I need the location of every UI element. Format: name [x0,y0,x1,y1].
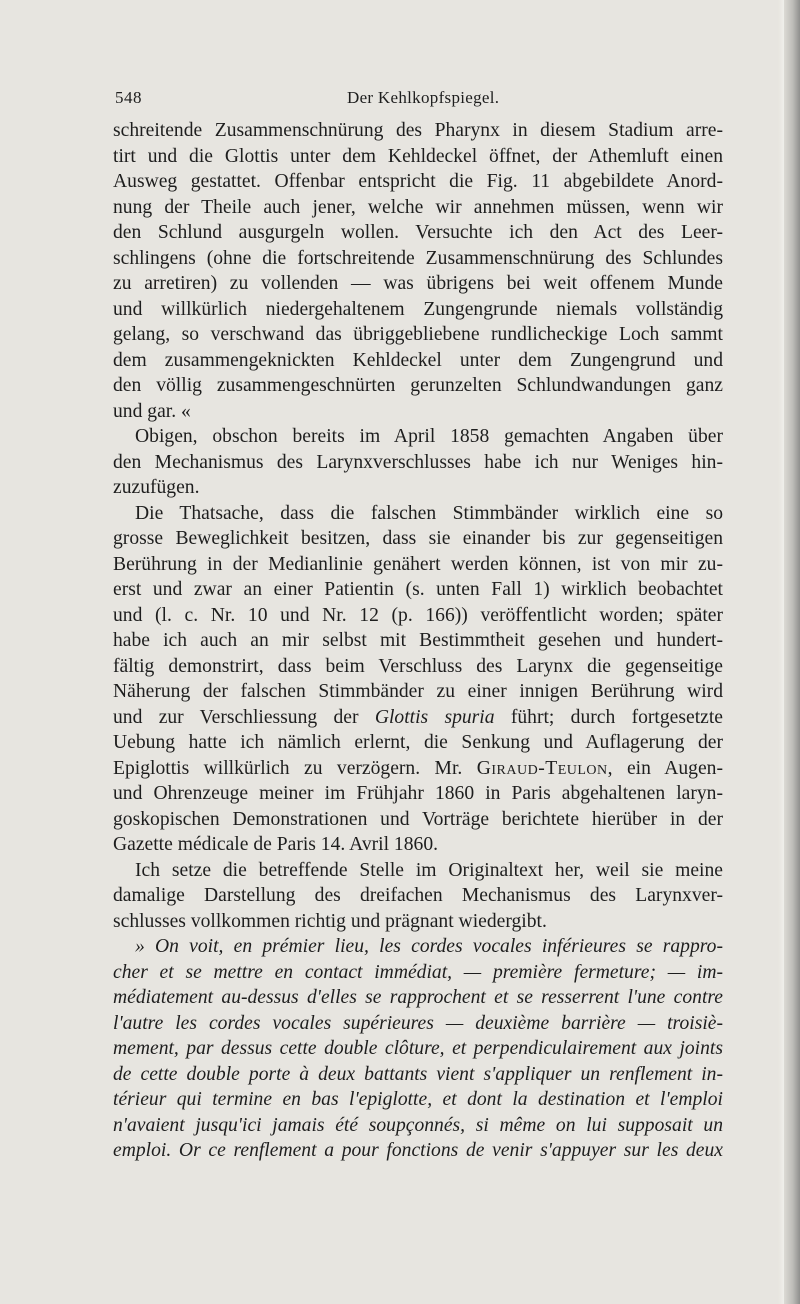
text-line: dem zusammengeknickten Kehldeckel unter dem Zungengrund und [113,349,723,371]
quote-line: l'autre les cordes vocales supérieures — deuxième barrière — troisiè- [113,1012,723,1034]
text-line: tirt und die Glottis unter dem Kehldeckel öffnet, der Athemluft einen [113,145,723,167]
text-line: schreitende Zusammenschnürung des Pharynx in diesem Stadium arre- [113,120,723,141]
text-segment: führt; durch fortgesetzte [494,706,723,728]
quote-line: de cette double porte à deux battants vient s'appliquer un renflement in- [113,1063,723,1085]
text-segment: On voit, en prémier lieu, les cordes vocales inférieures se rappro- [155,936,723,957]
quote-line: n'avaient jusqu'ici jamais été soupçonnés, si même on lui supposait un [113,1114,723,1136]
text-line: erst und zwar an einer Patientin (s. unten Fall 1) wirklich beobachtet [113,579,723,600]
quote-line: emploi. Or ce renflement a pour fonctions de venir s'appuyer sur les deux [113,1140,723,1161]
text-segment: und zur Verschliessung der [113,706,375,728]
text-line: Berührung in der Medianlinie genähert werden können, ist von mir zu- [113,553,723,575]
text-line: und willkürlich niedergehaltenem Zungengrunde niemals vollständig [113,298,723,320]
text-line: und gar. « [113,400,191,422]
text-line [113,756,723,782]
body-text [113,118,723,1164]
text-line: goskopischen Demonstrationen und Vorträge berichtete hierüber in der [113,808,723,830]
text-line: den Schlund ausgurgeln wollen. Versuchte ich den Act des Leer- [113,222,723,243]
quote-line: médiatement au-dessus d'elles se rapprochent et se resserrent l'une contre [113,987,723,1008]
text-line: den völlig zusammengeschnürten gerunzelten Schlundwandungen ganz [113,375,723,396]
text-line: Ich setze die betreffende Stelle im Originaltext her, weil sie meine [135,859,723,881]
author-name: Giraud-Teulon [476,757,608,779]
text-line: zuzufügen. [113,477,200,498]
quote-line: mement, par dessus cette double clôture, et perpendiculairement aux joints [113,1038,723,1059]
quote-mark: » [135,936,156,957]
text-line: Ausweg gestattet. Offenbar entspricht die Fig. 11 abgebildete Anord- [113,171,723,192]
text-line: damalige Darstellung des dreifachen Mechanismus des Larynxver- [113,885,723,906]
text-line: Gazette médicale de Paris 14. Avril 1860. [113,834,439,855]
page-header [115,88,720,112]
text-segment: Epiglottis willkürlich zu verzögern. Mr. [113,757,477,779]
text-segment: , ein Augen- [607,757,723,779]
page-number: 548 [115,88,142,107]
quote-line: cher et se mettre en contact immédiat, — première fermeture; — im- [113,961,723,983]
running-head: Der Kehlkopfspiegel. [347,88,500,107]
text-line: Uebung hatte ich nämlich erlernt, die Senkung und Auflagerung der [113,732,723,753]
text-line: nung der Theile auch jener, welche wir annehmen müssen, wenn wir [113,196,723,218]
quote-line [113,934,723,960]
text-line: zu arretiren) zu vollenden — was übrigens bei weit offenem Munde [113,273,723,294]
text-line: Die Thatsache, dass die falschen Stimmbänder wirklich eine so [135,502,723,524]
page-edge-highlight [778,0,784,1304]
text-line: schlingens (ohne die fortschreitende Zusammenschnürung des Schlundes [113,247,723,269]
text-line: Näherung der falschen Stimmbänder zu einer innigen Berührung wird [113,681,723,702]
text-line: grosse Beweglichkeit besitzen, dass sie einander bis zur gegenseitigen [113,528,723,549]
italic-term: Glottis spuria [374,706,495,728]
text-line: und (l. c. Nr. 10 und Nr. 12 (p. 166)) veröffentlicht worden; später [113,604,723,626]
text-line: gelang, so verschwand das übriggebliebene rundlicheckige Loch sammt [113,324,723,345]
text-line [113,705,723,731]
quote-line: térieur qui termine en bas l'epiglotte, et dont la destination et l'emploi [113,1089,723,1110]
text-line: habe ich auch an mir selbst mit Bestimmtheit gesehen und hundert- [113,630,723,651]
page-edge-shadow [784,0,800,1304]
text-line: schlusses vollkommen richtig und prägnant wiedergibt. [113,910,547,932]
text-line: fältig demonstrirt, dass beim Verschluss des Larynx die gegenseitige [113,655,723,677]
text-line: Obigen, obschon bereits im April 1858 gemachten Angaben über [135,426,723,447]
text-line: und Ohrenzeuge meiner im Frühjahr 1860 in Paris abgehaltenen laryn- [113,783,723,804]
text-line: den Mechanismus des Larynxverschlusses habe ich nur Weniges hin- [113,451,723,473]
